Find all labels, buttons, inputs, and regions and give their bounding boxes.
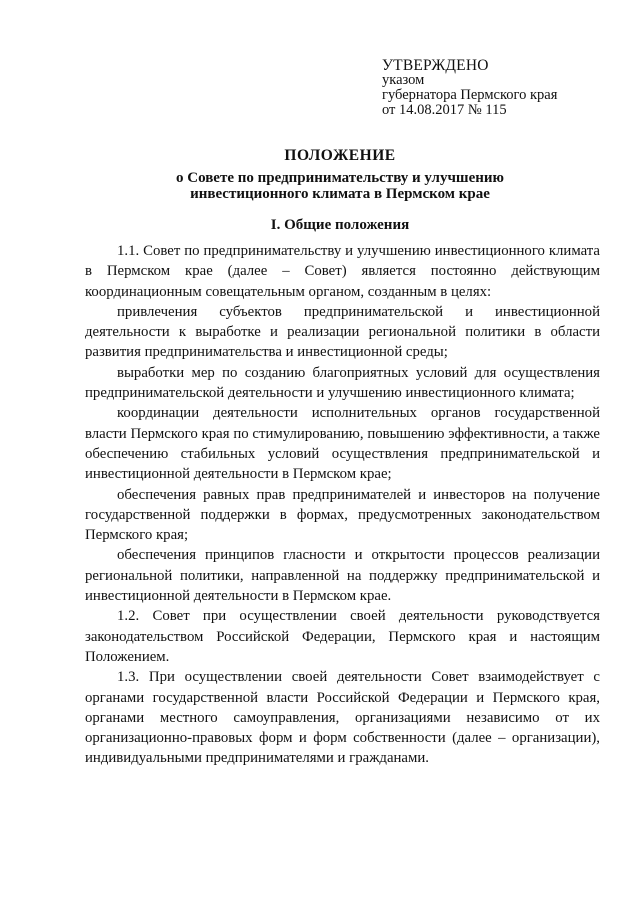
document-subtitle-line: о Совете по предпринимательству и улучшению bbox=[175, 170, 504, 186]
section-body bbox=[85, 241, 600, 769]
document-title: ПОЛОЖЕНИЕ bbox=[284, 147, 396, 164]
paragraph: выработки мер по созданию благоприятных условий для осуществления предпринимательской деятельности и улучшению инвестиционного климата; bbox=[85, 364, 600, 402]
paragraph: 1.3. При осуществлении своей деятельности Совет взаимодействует с органами государственной власти Российской Федерации и Пермского края, органами местного самоуправления, организациями независимо от их организационно-правовых форм и форм собственности (далее – организации), индивидуальными предпринимателями и гражданами. bbox=[85, 669, 600, 767]
paragraph: привлечения субъектов предпринимательской и инвестиционной деятельности к выработке и реализации региональной политики в области развития предпринимательства и инвестиционной среды; bbox=[85, 303, 600, 361]
paragraph: 1.2. Совет при осуществлении своей деятельности руководствуется законодательством Российской Федерации, Пермского края и настоящим Положением. bbox=[85, 608, 600, 665]
approval-stamp bbox=[382, 58, 622, 118]
approval-title: УТВЕРЖДЕНО bbox=[382, 57, 489, 74]
approval-line: от 14.08.2017 № 115 bbox=[382, 102, 507, 118]
approval-line: губернатора Пермского края bbox=[382, 87, 558, 103]
document-title-block bbox=[60, 148, 620, 202]
approval-line: указом bbox=[382, 72, 425, 88]
paragraph: обеспечения принципов гласности и открытости процессов реализации региональной политики, направленной на поддержку предпринимательской и инвестиционной деятельности в Пермском крае. bbox=[85, 547, 600, 605]
paragraph: обеспечения равных прав предпринимателей и инвесторов на получение государственной поддержки в формах, предусмотренных законодательством Пермского края; bbox=[85, 486, 600, 544]
paragraph: координации деятельности исполнительных органов государственной власти Пермского края по стимулированию, повышению эффективности, а также обеспечению стабильных условий осуществления предпринимательской и инвестиционной деятельности в Пермском крае; bbox=[85, 405, 600, 483]
document-subtitle-line: инвестиционного климата в Пермском крае bbox=[190, 186, 490, 202]
section-heading: I. Общие положения bbox=[270, 217, 410, 233]
paragraph: 1.1. Совет по предпринимательству и улучшению инвестиционного климата в Пермском крае (далее – Совет) является постоянно действующим координационным совещательным органом, созданным в целях: bbox=[85, 243, 600, 300]
